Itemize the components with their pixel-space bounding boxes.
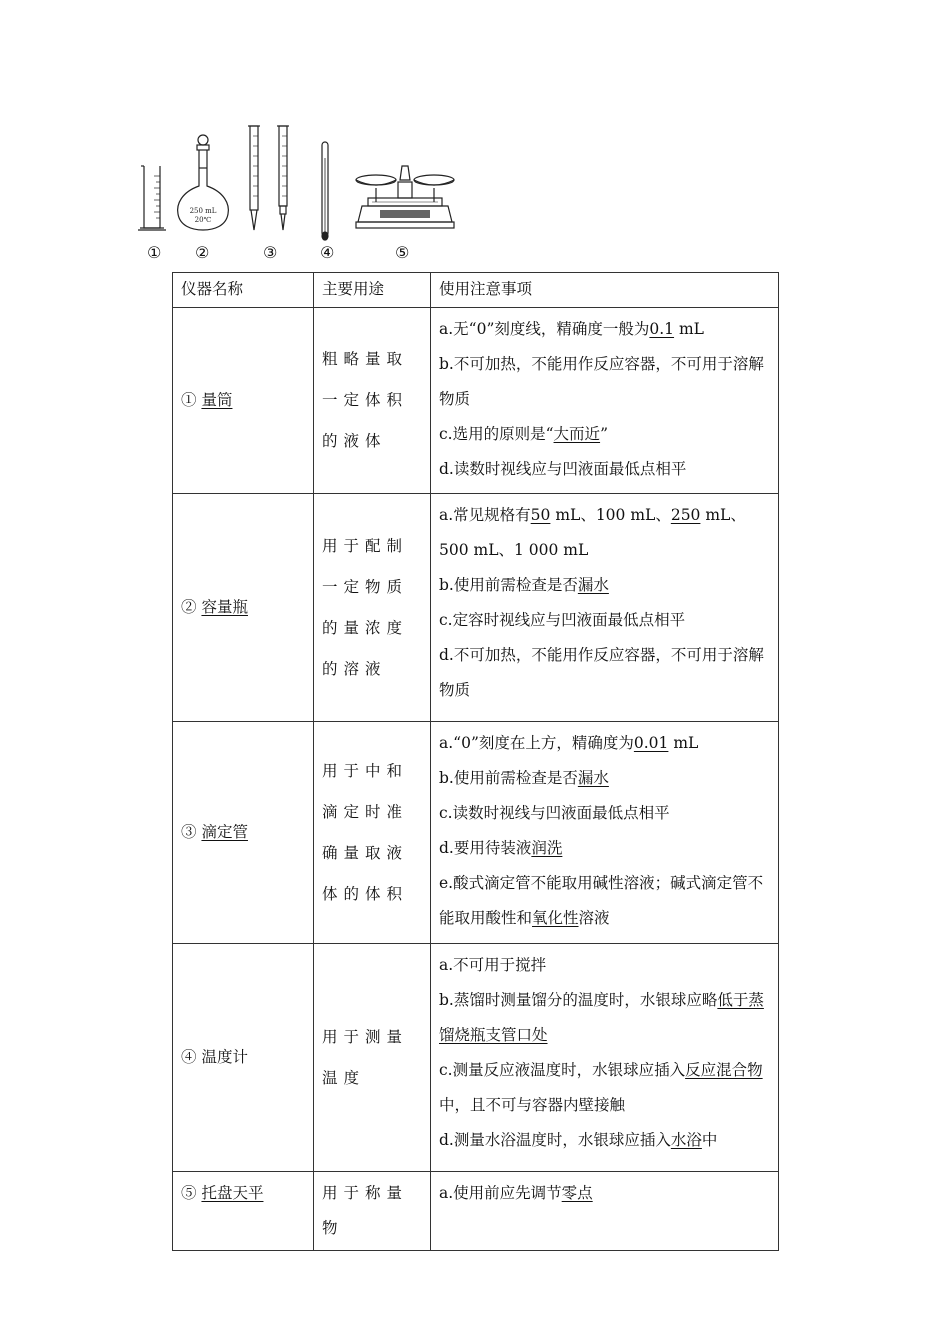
- usage-note: [439, 1053, 770, 1123]
- note-text: 溶液: [578, 909, 610, 927]
- note-text: d.测量水浴温度时，水银球应插入: [439, 1131, 671, 1149]
- instrument-name-cell: [173, 722, 314, 944]
- underlined-answer: 漏水: [577, 576, 609, 594]
- header-name: 仪器名称: [173, 273, 314, 308]
- usage-note: [439, 452, 770, 487]
- instrument-use-cell: 用于配制一定物质的量浓度的溶液: [314, 494, 431, 722]
- graduated-cylinder-drawing: [138, 166, 166, 230]
- usage-note: [439, 568, 770, 603]
- instrument-name: 量筒: [201, 391, 233, 409]
- figure-label-1: ①: [147, 243, 162, 262]
- usage-note: [439, 726, 770, 761]
- note-text: d.要用待装液: [439, 839, 532, 857]
- note-text: mL、100 mL、: [550, 506, 671, 524]
- header-notes: 使用注意事项: [431, 273, 779, 308]
- usage-note: [439, 1176, 770, 1211]
- note-text: a.不可用于搅拌: [439, 956, 547, 974]
- note-text: d.读数时视线应与凹液面最低点相平: [439, 460, 687, 478]
- usage-note: [439, 1123, 770, 1158]
- figure-label-5: ⑤: [395, 243, 410, 262]
- usage-note: [439, 417, 770, 452]
- note-text: b.使用前需检查是否: [439, 576, 578, 594]
- instrument-name: 容量瓶: [201, 598, 248, 616]
- instrument-number: ④: [181, 1048, 197, 1066]
- usage-note: [439, 638, 770, 708]
- note-text: c.测量反应液温度时，水银球应插入: [439, 1061, 686, 1079]
- table-row: [173, 1172, 779, 1251]
- note-text: d.不可加热，不能用作反应容器，不可用于溶解物质: [439, 646, 764, 699]
- note-text: a.常见规格有: [439, 506, 531, 524]
- instrument-use-cell: 用于测量温度: [314, 944, 431, 1172]
- usage-note: [439, 498, 770, 568]
- instrument-notes-cell: [431, 494, 779, 722]
- table-row: [173, 722, 779, 944]
- instrument-notes-cell: [431, 722, 779, 944]
- table-row: [173, 494, 779, 722]
- usage-note: [439, 603, 770, 638]
- instrument-name-cell: [173, 944, 314, 1172]
- flask-capacity-label: 250 mL: [189, 207, 217, 215]
- underlined-answer: 50: [530, 506, 551, 524]
- volumetric-flask-drawing: [178, 135, 229, 230]
- instrument-notes-cell: [431, 944, 779, 1172]
- underlined-answer: 大而近: [553, 425, 601, 443]
- instrument-figure: [130, 118, 470, 266]
- burettes-drawing: [248, 126, 289, 230]
- note-text: c.定容时视线应与凹液面最低点相平: [439, 611, 686, 629]
- note-text: b.蒸馏时测量馏分的温度时，水银球应略: [439, 991, 718, 1009]
- figure-label-2: ②: [195, 243, 210, 262]
- figure-label-4: ④: [320, 243, 335, 262]
- underlined-answer: 润洗: [531, 839, 563, 857]
- instrument-name-cell: [173, 494, 314, 722]
- instrument-notes-cell: [431, 1172, 779, 1251]
- note-text: b.使用前需检查是否: [439, 769, 578, 787]
- table-row: [173, 308, 779, 494]
- underlined-answer: 氧化性: [532, 909, 579, 927]
- note-text: 中: [701, 1131, 718, 1149]
- usage-note: [439, 796, 770, 831]
- note-text: a.无“0”刻度线，精确度一般为: [439, 320, 650, 338]
- instrument-name-cell: [173, 308, 314, 494]
- note-text: mL: [668, 734, 699, 752]
- note-text: a.“0”刻度在上方，精确度为: [439, 734, 634, 752]
- usage-note: [439, 347, 770, 417]
- instrument-name-cell: [173, 1172, 314, 1251]
- note-text: c.选用的原则是“: [439, 425, 554, 443]
- instrument-name: 托盘天平: [201, 1184, 264, 1202]
- instrument-use-cell: 用于称量物: [314, 1172, 431, 1251]
- table-header-row: [173, 273, 779, 308]
- note-text: a.使用前应先调节: [439, 1184, 562, 1202]
- instrument-number: ③: [181, 823, 197, 841]
- balance-drawing: [356, 166, 454, 228]
- instrument-number: ②: [181, 598, 197, 616]
- instrument-name: 滴定管: [201, 823, 248, 841]
- note-text: c.读数时视线与凹液面最低点相平: [439, 804, 670, 822]
- instrument-name: 温度计: [201, 1048, 248, 1066]
- instrument-use-cell: 粗略量取一定体积的液体: [314, 308, 431, 494]
- figure-label-3: ③: [263, 243, 278, 262]
- table-row: [173, 944, 779, 1172]
- note-text: e.酸式滴定管不能取用碱性溶液；碱式滴定管不能取用酸性和: [439, 874, 764, 927]
- note-text: 中，且不可与容器内壁接触: [439, 1096, 626, 1114]
- instrument-notes-cell: [431, 308, 779, 494]
- flask-temperature-label: 20℃: [194, 216, 212, 224]
- instrument-number: ①: [181, 391, 197, 409]
- underlined-answer: 漏水: [577, 769, 609, 787]
- thermometer-drawing: [322, 142, 328, 240]
- underlined-answer: 反应混合物: [685, 1061, 763, 1079]
- usage-note: [439, 761, 770, 796]
- underlined-answer: 0.01: [633, 734, 669, 752]
- note-text: b.不可加热，不能用作反应容器，不可用于溶解物质: [439, 355, 764, 408]
- underlined-answer: 250: [670, 506, 701, 524]
- usage-note: [439, 983, 770, 1053]
- usage-note: [439, 948, 770, 983]
- header-use: 主要用途: [314, 273, 431, 308]
- underlined-answer: 零点: [561, 1184, 593, 1202]
- underlined-answer: 低于蒸馏烧瓶支管口处: [439, 991, 764, 1044]
- note-text: mL、500 mL、1 000 mL: [439, 506, 746, 559]
- note-text: ”: [600, 425, 608, 443]
- instrument-use-cell: 用于中和滴定时准确量取液体的体积: [314, 722, 431, 944]
- usage-note: [439, 312, 770, 347]
- usage-note: [439, 831, 770, 866]
- instrument-number: ⑤: [181, 1184, 197, 1202]
- note-text: mL: [674, 320, 704, 338]
- usage-note: [439, 866, 770, 936]
- underlined-answer: 0.1: [649, 320, 675, 338]
- underlined-answer: 水浴: [670, 1131, 702, 1149]
- instrument-table: [172, 272, 779, 1251]
